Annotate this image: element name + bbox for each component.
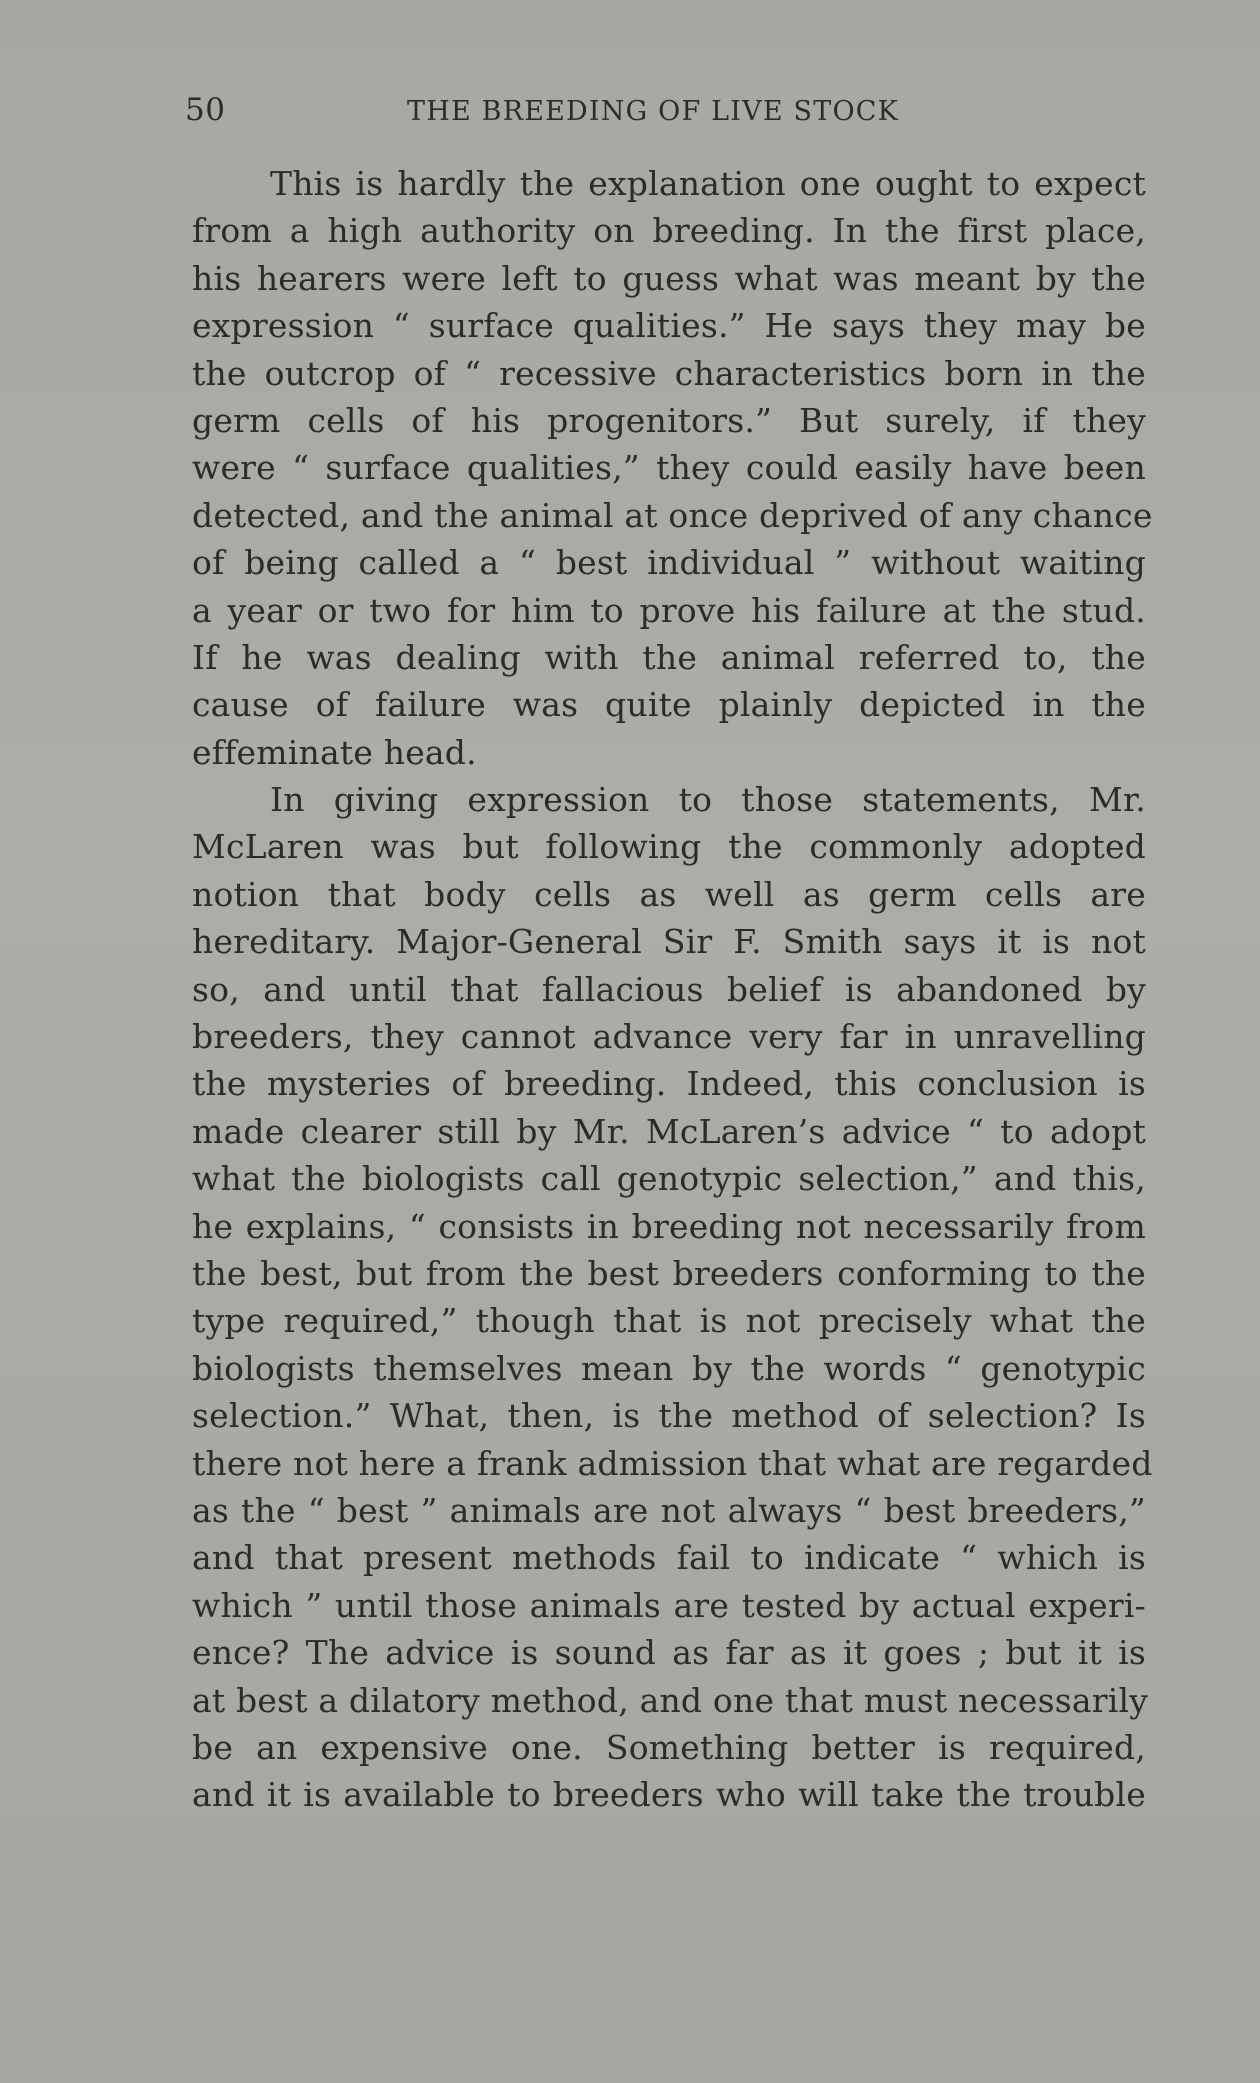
text-line: what the biologists call genotypic selection,” and this, (192, 1159, 1146, 1199)
text-line: from a high authority on breeding. In the first place, (192, 211, 1146, 251)
text-line: the outcrop of “ recessive characteristics born in the (192, 353, 1146, 393)
text-line: of being called a “ best individual ” without waiting (192, 543, 1146, 583)
paragraph-1 (192, 160, 1153, 776)
text-line: the best, but from the best breeders conforming to the (192, 1253, 1146, 1293)
text-line: selection.” What, then, is the method of selection? Is (192, 1396, 1146, 1436)
text-line: McLaren was but following the commonly adopted (192, 827, 1146, 867)
text-line: This is hardly the explanation one ought to expect (270, 164, 1146, 203)
text-line: were “ surface qualities,” they could easily have been (192, 448, 1146, 488)
text-line: he explains, “ consists in breeding not necessarily from (192, 1206, 1146, 1246)
text-line: the mysteries of breeding. Indeed, this conclusion is (192, 1064, 1146, 1104)
text-line: ence? The advice is sound as far as it goes ; but it is (192, 1633, 1146, 1673)
text-line: breeders, they cannot advance very far in unravelling (192, 1017, 1146, 1057)
text-line: there not here a frank admission that what are regarded (192, 1443, 1153, 1483)
text-line: a year or two for him to prove his failure at the stud. (192, 590, 1146, 630)
text-line: so, and until that fallacious belief is abandoned by (192, 969, 1146, 1009)
text-line: cause of failure was quite plainly depicted in the (192, 685, 1146, 725)
text-line: type required,” though that is not precisely what the (192, 1301, 1146, 1341)
text-line: be an expensive one. Something better is required, (192, 1727, 1146, 1767)
text-line: notion that body cells as well as germ cells are (192, 874, 1146, 914)
text-line: made clearer still by Mr. McLaren’s advice “ to adopt (192, 1111, 1146, 1151)
text-line: biologists themselves mean by the words “ genotypic (192, 1348, 1146, 1388)
text-line: and it is available to breeders who will take the trouble (192, 1775, 1146, 1815)
paragraph-2 (192, 776, 1153, 1819)
text-line: hereditary. Major-General Sir F. Smith says it is not (192, 922, 1146, 962)
running-head (185, 92, 1145, 132)
text-line: as the “ best ” animals are not always “ best breeders,” (192, 1490, 1146, 1530)
page-number: 50 (185, 92, 226, 128)
body-text (192, 160, 1153, 1819)
text-line: his hearers were left to guess what was meant by the (192, 258, 1146, 298)
text-line: If he was dealing with the animal referred to, the (192, 637, 1146, 677)
text-line: detected, and the animal at once deprived of any chance (192, 495, 1153, 535)
text-line: germ cells of his progenitors.” But surely, if they (192, 400, 1146, 440)
text-line: at best a dilatory method, and one that must necessarily (192, 1680, 1149, 1720)
text-line: In giving expression to those statements, Mr. (270, 780, 1146, 820)
text-line: and that present methods fail to indicate “ which is (192, 1538, 1146, 1578)
running-title: THE BREEDING OF LIVE STOCK (407, 96, 900, 127)
text-line: expression “ surface qualities.” He says they may be (192, 306, 1146, 346)
text-line: effeminate head. (192, 732, 477, 772)
text-line: which ” until those animals are tested by actual experi- (192, 1585, 1146, 1625)
